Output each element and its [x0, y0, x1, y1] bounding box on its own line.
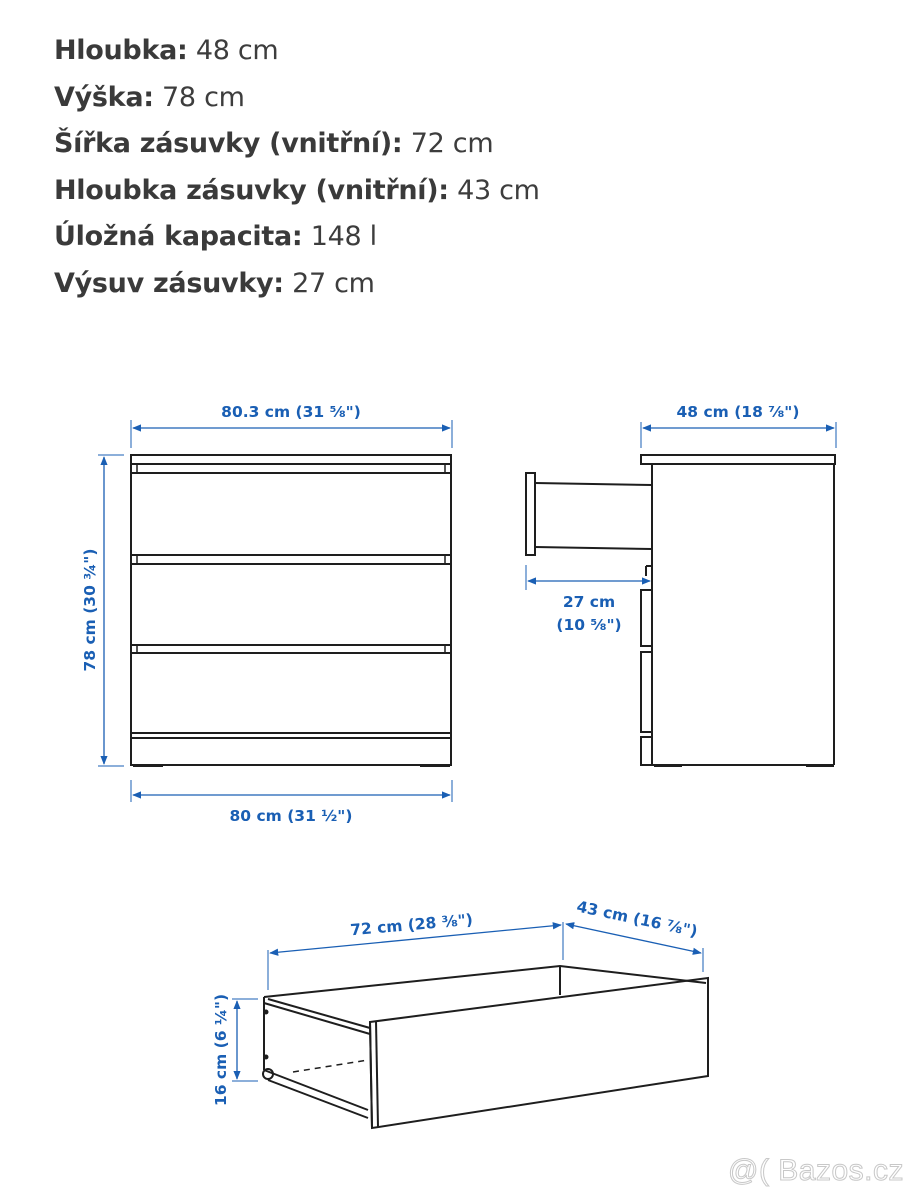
- spec-value: 27 cm: [292, 267, 375, 299]
- side-view: [526, 403, 836, 767]
- front-bottom-width-label: 80 cm (31 ½"): [229, 807, 353, 825]
- side-extension-in-label: (10 ⅝"): [556, 616, 622, 634]
- front-view: [81, 403, 452, 825]
- spec-value: 48 cm: [195, 35, 279, 66]
- watermark: @( Bazos.cz: [728, 1154, 904, 1187]
- spec-value: 43 cm: [457, 174, 540, 206]
- drawer-depth-label: 43 cm (16 ⅞"): [575, 897, 700, 941]
- front-top-width-label: 80.3 cm (31 ⅝"): [221, 403, 361, 421]
- front-height-label: 78 cm (30 ¾"): [81, 548, 99, 672]
- spec-label: Šířka zásuvky (vnitřní):: [54, 128, 403, 159]
- side-depth-label: 48 cm (18 ⅞"): [676, 403, 800, 421]
- spec-value: 72 cm: [410, 128, 494, 159]
- spec-label: Úložná kapacita:: [54, 221, 303, 252]
- spec-label: Výška:: [54, 81, 154, 113]
- drawer-width-label: 72 cm (28 ⅜"): [349, 910, 474, 940]
- drawer-height-label: 16 cm (6 ¼"): [212, 993, 230, 1107]
- spec-value: 148 l: [310, 221, 377, 252]
- spec-label: Výsuv zásuvky:: [54, 267, 284, 299]
- spec-label: Hloubka:: [54, 35, 188, 66]
- drawer-view: [212, 898, 708, 1128]
- side-extension-cm-label: 27 cm: [562, 593, 616, 611]
- spec-value: 78 cm: [162, 81, 245, 113]
- spec-label: Hloubka zásuvky (vnitřní):: [54, 174, 449, 206]
